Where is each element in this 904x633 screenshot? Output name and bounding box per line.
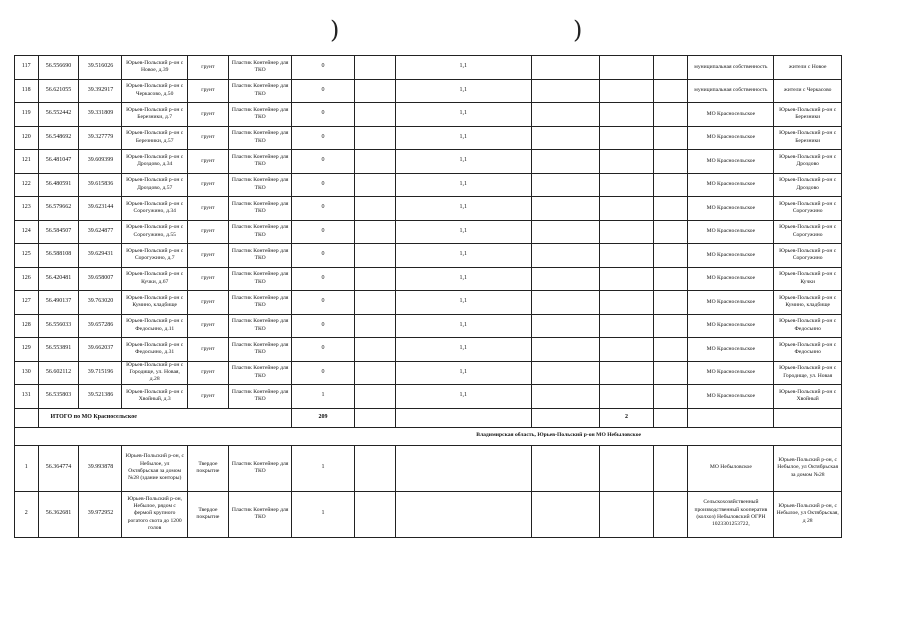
cell-c2 (354, 126, 395, 150)
cell-c5 (600, 291, 653, 315)
cell-n: 123 (15, 197, 39, 221)
cell-addr: Юрьев-Польский р-он с Кумино, кладбище (122, 291, 188, 315)
cell-c3: 1,1 (395, 244, 531, 268)
cell-c2 (354, 220, 395, 244)
cell-owner: МО Красносельское (688, 220, 774, 244)
cell-c4 (531, 361, 600, 385)
cell-lat: 56.362681 (38, 491, 79, 537)
cell-c1: 0 (292, 244, 354, 268)
cell-c2 (354, 445, 395, 491)
table-row (15, 314, 842, 338)
cell-container: Пластик Контейнер для ТКО (228, 126, 291, 150)
cell-lon: 39.972952 (79, 491, 122, 537)
cell-owner: Сельскохозяйственный производственный кооператив (колхоз) Небыловский ОГРН 1023301253722, (688, 491, 774, 537)
cell-c2 (354, 150, 395, 174)
cell-sources: Юрьев-Польский р-он с Кучки (774, 267, 842, 291)
cell-c1: 1 (292, 491, 354, 537)
cell-n: 120 (15, 126, 39, 150)
table-row (15, 197, 842, 221)
cell-surface: грунт (187, 385, 228, 409)
cell-c3: 1,1 (395, 197, 531, 221)
cell-c6 (653, 338, 688, 362)
cell-surface: грунт (187, 361, 228, 385)
cell-c6 (653, 385, 688, 409)
table-row (15, 150, 842, 174)
cell-lon: 39.993878 (79, 445, 122, 491)
cell-lon: 39.327779 (79, 126, 122, 150)
table-row (15, 56, 842, 80)
cell-lat: 56.535803 (38, 385, 79, 409)
cell-container: Пластик Контейнер для ТКО (228, 385, 291, 409)
cell-c2 (354, 56, 395, 80)
cell-c6 (653, 491, 688, 537)
cell-surface: грунт (187, 220, 228, 244)
cell-container: Пластик Контейнер для ТКО (228, 445, 291, 491)
cell-surface: грунт (187, 267, 228, 291)
table-row (15, 126, 842, 150)
table-row (15, 79, 842, 103)
cell-c2 (354, 197, 395, 221)
cell-surface: грунт (187, 126, 228, 150)
cell-lat: 56.584507 (38, 220, 79, 244)
table-row (15, 267, 842, 291)
registry-table (14, 55, 842, 538)
cell-c3: 1,1 (395, 291, 531, 315)
cell-owner: МО Красносельское (688, 385, 774, 409)
cell-sources: Юрьев-Польский р-он с Сорогужино (774, 220, 842, 244)
cell-c4 (531, 244, 600, 268)
cell-sources: Юрьев-Польский р-он с Дроздово (774, 150, 842, 174)
cell-container: Пластик Контейнер для ТКО (228, 150, 291, 174)
cell-c5 (600, 126, 653, 150)
cell-surface: грунт (187, 173, 228, 197)
table-row (15, 103, 842, 127)
cell-n: 131 (15, 385, 39, 409)
cell-c3: 1,1 (395, 150, 531, 174)
cell-c4 (531, 56, 600, 80)
table-row (15, 244, 842, 268)
cell-surface: грунт (187, 244, 228, 268)
cell-lon: 39.624877 (79, 220, 122, 244)
cell-c5 (600, 56, 653, 80)
cell-c4 (531, 126, 600, 150)
cell-lon: 39.662037 (79, 338, 122, 362)
cell-addr: Юрьев-Польский р-он с Черкасово, д.50 (122, 79, 188, 103)
cell-addr: Юрьев-Польский р-он с Березники, д.7 (122, 103, 188, 127)
cell-container: Пластик Контейнер для ТКО (228, 79, 291, 103)
cell-c5 (600, 385, 653, 409)
cell-sources: Юрьев-Польский р-он с Кумино, кладбище (774, 291, 842, 315)
cell-c3 (395, 491, 531, 537)
cell-owner: муниципальная собственность (688, 79, 774, 103)
cell-surface: грунт (187, 56, 228, 80)
cell-c6 (653, 150, 688, 174)
cell-c4 (531, 445, 600, 491)
cell-lat: 56.621055 (38, 79, 79, 103)
cell-sources: Юрьев-Польский р-он с Федосьино (774, 314, 842, 338)
cell-lat: 56.481047 (38, 150, 79, 174)
cell-addr: Юрьев-Польский р-он с Новое, д.39 (122, 56, 188, 80)
cell-sources: Юрьев-Польский р-он с Федосьино (774, 338, 842, 362)
cell-n: 122 (15, 173, 39, 197)
cell-addr: Юрьев-Польский р-он с Дроздово, д.34 (122, 150, 188, 174)
cell-lon: 39.521386 (79, 385, 122, 409)
cell-container: Пластик Контейнер для ТКО (228, 361, 291, 385)
cell-addr: Юрьев-Польский р-он с Дроздово, д.57 (122, 173, 188, 197)
cell-c5 (600, 220, 653, 244)
cell-lon: 39.763020 (79, 291, 122, 315)
cell-c1: 0 (292, 314, 354, 338)
cell-lat: 56.602112 (38, 361, 79, 385)
cell-owner: МО Красносельское (688, 338, 774, 362)
cell-addr: Юрьев-Польский р-он с Сорогужино, д.34 (122, 197, 188, 221)
cell-sources: Юрьев-Польский р-он, с Небылое, ул Октябрьская, д 28 (774, 491, 842, 537)
cell-c3: 1,1 (395, 338, 531, 362)
cell-lat: 56.552442 (38, 103, 79, 127)
cell-sources: Юрьев-Польский р-он с Сорогужино (774, 197, 842, 221)
cell-container: Пластик Контейнер для ТКО (228, 291, 291, 315)
cell-c6 (653, 267, 688, 291)
cell-c5 (600, 314, 653, 338)
cell-c3: 1,1 (395, 361, 531, 385)
cell-sources: Юрьев-Польский р-он с Сорогужино (774, 244, 842, 268)
cell-c5 (600, 445, 653, 491)
cell-n: 118 (15, 79, 39, 103)
cell-addr: Юрьев-Польский р-он, Небылое, рядом с фермой крупного рогатого скота до 1200 голов (122, 491, 188, 537)
cell-c4 (531, 197, 600, 221)
cell-c1: 1 (292, 445, 354, 491)
cell-c2 (354, 267, 395, 291)
cell-c3: 1,1 (395, 385, 531, 409)
cell-c1: 0 (292, 291, 354, 315)
cell-c3: 1,1 (395, 79, 531, 103)
cell-container: Пластик Контейнер для ТКО (228, 197, 291, 221)
cell-c3: 1,1 (395, 173, 531, 197)
cell-lon: 39.715196 (79, 361, 122, 385)
cell-c3: 1,1 (395, 126, 531, 150)
cell-sources: Юрьев-Польский р-он с Хвойный (774, 385, 842, 409)
cell-c4 (531, 79, 600, 103)
cell-c2 (354, 244, 395, 268)
total-containers: 209 (292, 408, 354, 427)
cell-lat: 56.490137 (38, 291, 79, 315)
cell-sources: Юрьев-Польский р-он, с Небылое, ул Октябрьская за домом №28 (774, 445, 842, 491)
cell-lon: 39.658007 (79, 267, 122, 291)
cell-c2 (354, 385, 395, 409)
cell-c2 (354, 103, 395, 127)
cell-container: Пластик Контейнер для ТКО (228, 173, 291, 197)
cell-owner: МО Красносельское (688, 291, 774, 315)
cell-lat: 56.364774 (38, 445, 79, 491)
cell-c6 (653, 361, 688, 385)
cell-n: 125 (15, 244, 39, 268)
cell-owner: МО Красносельское (688, 103, 774, 127)
cell-c4 (531, 338, 600, 362)
cell-surface: грунт (187, 79, 228, 103)
cell-owner: МО Небыловское (688, 445, 774, 491)
cell-c1: 0 (292, 150, 354, 174)
cell-container: Пластик Контейнер для ТКО (228, 56, 291, 80)
cell-c6 (653, 79, 688, 103)
cell-addr: Юрьев-Польский р-он с Сорогужино, д.7 (122, 244, 188, 268)
cell-c4 (531, 385, 600, 409)
cell-lon: 39.609399 (79, 150, 122, 174)
cell-c4 (531, 173, 600, 197)
cell-surface: грунт (187, 314, 228, 338)
cell-c5 (600, 197, 653, 221)
cell-c6 (653, 103, 688, 127)
punch-hole-right: ) (573, 16, 583, 44)
table-row (15, 291, 842, 315)
cell-c1: 0 (292, 197, 354, 221)
cell-owner: муниципальная собственность (688, 56, 774, 80)
cell-lon: 39.615836 (79, 173, 122, 197)
cell-c2 (354, 361, 395, 385)
cell-surface: грунт (187, 197, 228, 221)
cell-sources: жители с Черкасово (774, 79, 842, 103)
cell-owner: МО Красносельское (688, 173, 774, 197)
cell-addr: Юрьев-Польский р-он с Федосьино, д.11 (122, 314, 188, 338)
table-row (15, 220, 842, 244)
cell-lat: 56.588108 (38, 244, 79, 268)
cell-c6 (653, 56, 688, 80)
total-label: ИТОГО по МО Красносельское (38, 408, 292, 427)
cell-c2 (354, 491, 395, 537)
cell-c3: 1,1 (395, 220, 531, 244)
cell-c5 (600, 103, 653, 127)
cell-addr: Юрьев-Польский р-он с Городище, ул. Новая, д.28 (122, 361, 188, 385)
cell-c2 (354, 338, 395, 362)
cell-n: 1 (15, 445, 39, 491)
cell-c5 (600, 338, 653, 362)
cell-n: 126 (15, 267, 39, 291)
cell-c3 (395, 445, 531, 491)
cell-lon: 39.657286 (79, 314, 122, 338)
cell-c5 (600, 79, 653, 103)
cell-lat: 56.553891 (38, 338, 79, 362)
cell-n: 130 (15, 361, 39, 385)
cell-owner: МО Красносельское (688, 150, 774, 174)
cell-c1: 1 (292, 385, 354, 409)
cell-c4 (531, 491, 600, 537)
cell-n: 117 (15, 56, 39, 80)
punch-hole-left: ) (330, 16, 340, 44)
cell-container: Пластик Контейнер для ТКО (228, 491, 291, 537)
cell-c5 (600, 244, 653, 268)
cell-c5 (600, 361, 653, 385)
cell-lat: 56.548692 (38, 126, 79, 150)
cell-container: Пластик Контейнер для ТКО (228, 220, 291, 244)
cell-addr: Юрьев-Польский р-он с Хвойный, д.3 (122, 385, 188, 409)
cell-c3: 1,1 (395, 103, 531, 127)
cell-addr: Юрьев-Польский р-он с Березники, д.57 (122, 126, 188, 150)
cell-c4 (531, 291, 600, 315)
cell-c2 (354, 79, 395, 103)
section-row (15, 427, 842, 445)
cell-container: Пластик Контейнер для ТКО (228, 267, 291, 291)
cell-c1: 0 (292, 361, 354, 385)
cell-addr: Юрьев-Польский р-он с Сорогужино, д.55 (122, 220, 188, 244)
cell-c6 (653, 291, 688, 315)
cell-c2 (354, 314, 395, 338)
cell-lon: 39.392917 (79, 79, 122, 103)
cell-lat: 56.556690 (38, 56, 79, 80)
cell-container: Пластик Контейнер для ТКО (228, 103, 291, 127)
section-title: Владимирская область, Юрьев-Польский р-он МО Небыловское (15, 427, 842, 445)
cell-owner: МО Красносельское (688, 197, 774, 221)
cell-lon: 39.331809 (79, 103, 122, 127)
cell-c1: 0 (292, 173, 354, 197)
cell-lon: 39.623144 (79, 197, 122, 221)
cell-n: 128 (15, 314, 39, 338)
cell-c6 (653, 126, 688, 150)
cell-c6 (653, 314, 688, 338)
cell-owner: МО Красносельское (688, 314, 774, 338)
cell-c6 (653, 173, 688, 197)
table-row (15, 491, 842, 537)
cell-n: 127 (15, 291, 39, 315)
cell-c1: 0 (292, 79, 354, 103)
cell-surface: Твердое покрытие (187, 445, 228, 491)
cell-surface: грунт (187, 103, 228, 127)
cell-c2 (354, 173, 395, 197)
cell-c5 (600, 267, 653, 291)
cell-n: 129 (15, 338, 39, 362)
cell-sources: Юрьев-Польский р-он с Березники (774, 103, 842, 127)
cell-c1: 0 (292, 267, 354, 291)
cell-container: Пластик Контейнер для ТКО (228, 244, 291, 268)
total-row (15, 408, 842, 427)
cell-c3: 1,1 (395, 56, 531, 80)
total-volume: 2 (600, 408, 653, 427)
table-row (15, 361, 842, 385)
cell-c1: 0 (292, 103, 354, 127)
cell-addr: Юрьев-Польский р-он с Федосьино, д.31 (122, 338, 188, 362)
cell-c4 (531, 220, 600, 244)
cell-lat: 56.579662 (38, 197, 79, 221)
table-row (15, 385, 842, 409)
cell-c6 (653, 220, 688, 244)
cell-c1: 0 (292, 220, 354, 244)
cell-c3: 1,1 (395, 314, 531, 338)
cell-surface: Твердое покрытие (187, 491, 228, 537)
cell-lon: 39.516026 (79, 56, 122, 80)
cell-lat: 56.420481 (38, 267, 79, 291)
cell-lat: 56.480591 (38, 173, 79, 197)
cell-c4 (531, 103, 600, 127)
cell-c5 (600, 173, 653, 197)
cell-surface: грунт (187, 150, 228, 174)
cell-sources: Юрьев-Польский р-он с Городище, ул. Новая (774, 361, 842, 385)
cell-addr: Юрьев-Польский р-он с Кучки, д.67 (122, 267, 188, 291)
cell-c5 (600, 491, 653, 537)
cell-owner: МО Красносельское (688, 267, 774, 291)
cell-c3: 1,1 (395, 267, 531, 291)
cell-sources: Юрьев-Польский р-он с Березники (774, 126, 842, 150)
cell-c6 (653, 244, 688, 268)
cell-surface: грунт (187, 291, 228, 315)
cell-lon: 39.629431 (79, 244, 122, 268)
table-row (15, 338, 842, 362)
cell-container: Пластик Контейнер для ТКО (228, 314, 291, 338)
cell-sources: Юрьев-Польский р-он с Дроздово (774, 173, 842, 197)
cell-addr: Юрьев-Польский р-он, с Небылое, ул Октябрьская за домом №28 (здание конторы) (122, 445, 188, 491)
cell-c1: 0 (292, 338, 354, 362)
cell-n: 2 (15, 491, 39, 537)
cell-c6 (653, 445, 688, 491)
cell-sources: жители с Новое (774, 56, 842, 80)
cell-n: 119 (15, 103, 39, 127)
cell-c4 (531, 150, 600, 174)
cell-c6 (653, 197, 688, 221)
cell-c2 (354, 291, 395, 315)
cell-surface: грунт (187, 338, 228, 362)
cell-c4 (531, 267, 600, 291)
table-row (15, 445, 842, 491)
cell-owner: МО Красносельское (688, 361, 774, 385)
cell-n: 121 (15, 150, 39, 174)
cell-c4 (531, 314, 600, 338)
cell-owner: МО Красносельское (688, 244, 774, 268)
cell-container: Пластик Контейнер для ТКО (228, 338, 291, 362)
cell-c1: 0 (292, 56, 354, 80)
cell-c5 (600, 150, 653, 174)
cell-c1: 0 (292, 126, 354, 150)
cell-n: 124 (15, 220, 39, 244)
cell-owner: МО Красносельское (688, 126, 774, 150)
table-row (15, 173, 842, 197)
cell-lat: 56.556033 (38, 314, 79, 338)
